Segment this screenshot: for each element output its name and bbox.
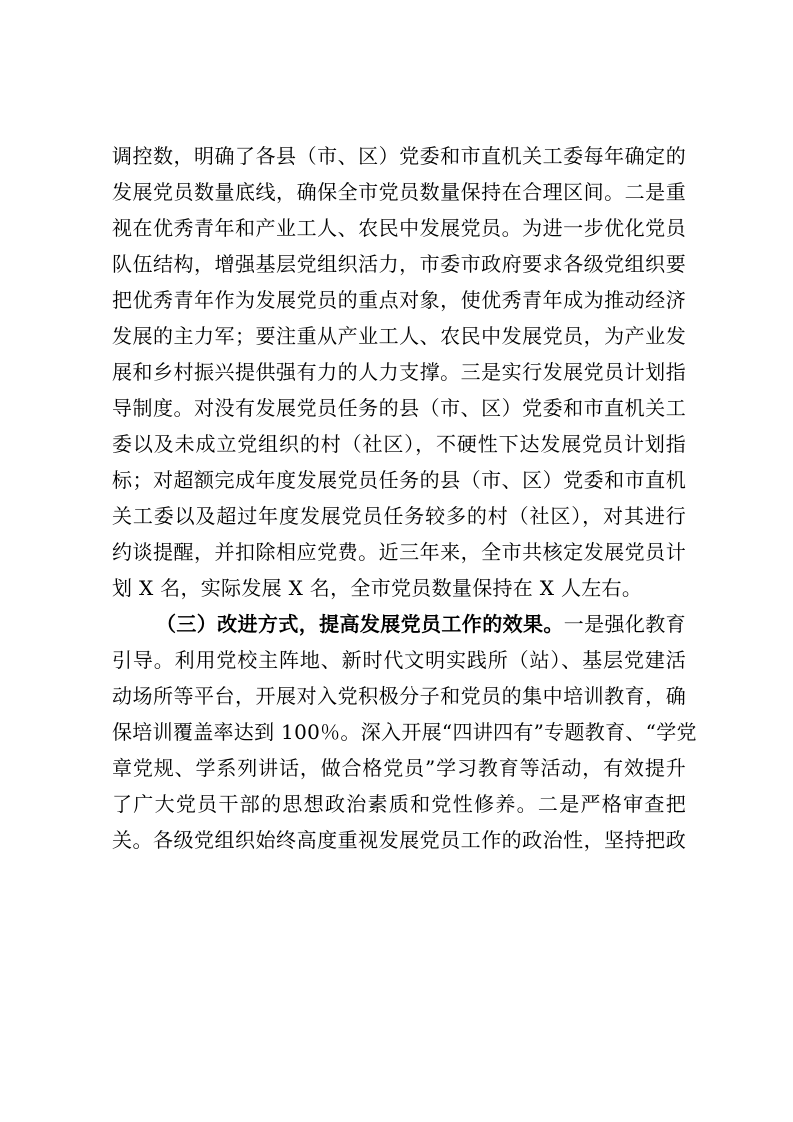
text-line: 关工委以及超过年度发展党员任务较多的村（社区），对其进行 [112,504,686,528]
text-line: 约谈提醒，并扣除相应党费。近三年来，全市共核定发展党员计 [112,540,686,564]
text-line: 保培训覆盖率达到 100％。深入开展“四讲四有”专题教育、“学党 [112,720,697,744]
paragraph-2 [112,606,697,858]
text-line: 标；对超额完成年度发展党员任务的县（市、区）党委和市直机 [112,468,686,492]
text-line: 发展的主力军；要注重从产业工人、农民中发展党员，为产业发 [112,324,686,348]
text-line: 动场所等平台，开展对入党积极分子和党员的集中培训教育，确 [112,684,686,708]
paragraph-1 [112,138,686,606]
text-line: 调控数，明确了各县（市、区）党委和市直机关工委每年确定的 [112,144,686,168]
text-line: 了广大党员干部的思想政治素质和党性修养。二是严格审查把 [112,792,686,816]
text-line: 队伍结构，增强基层党组织活力，市委市政府要求各级党组织要 [112,252,686,276]
text-line: 章党规、学系列讲话，做合格党员”学习教育等活动，有效提升 [112,756,686,780]
text-line: 展和乡村振兴提供强有力的人力支撑。三是实行发展党员计划指 [112,360,686,384]
text-line: 委以及未成立党组织的村（社区），不硬性下达发展党员计划指 [112,432,686,456]
text-line: 关。各级党组织始终高度重视发展党员工作的政治性，坚持把政 [112,828,686,852]
text-line-first [112,606,686,642]
body-text [112,138,697,858]
heading-continuation: 一是强化教育 [563,612,686,636]
text-line: 导制度。对没有发展党员任务的县（市、区）党委和市直机关工 [112,396,686,420]
section-heading: （三）改进方式，提高发展党员工作的效果。 [156,612,564,636]
text-line: 视在优秀青年和产业工人、农民中发展党员。为进一步优化党员 [112,216,686,240]
text-line: 发展党员数量底线，确保全市党员数量保持在合理区间。二是重 [112,180,686,204]
text-line: 引导。利用党校主阵地、新时代文明实践所（站）、基层党建活 [112,648,686,672]
text-line: 把优秀青年作为发展党员的重点对象，使优秀青年成为推动经济 [112,288,686,312]
text-line: 划 X 名，实际发展 X 名，全市党员数量保持在 X 人左右。 [112,576,643,600]
